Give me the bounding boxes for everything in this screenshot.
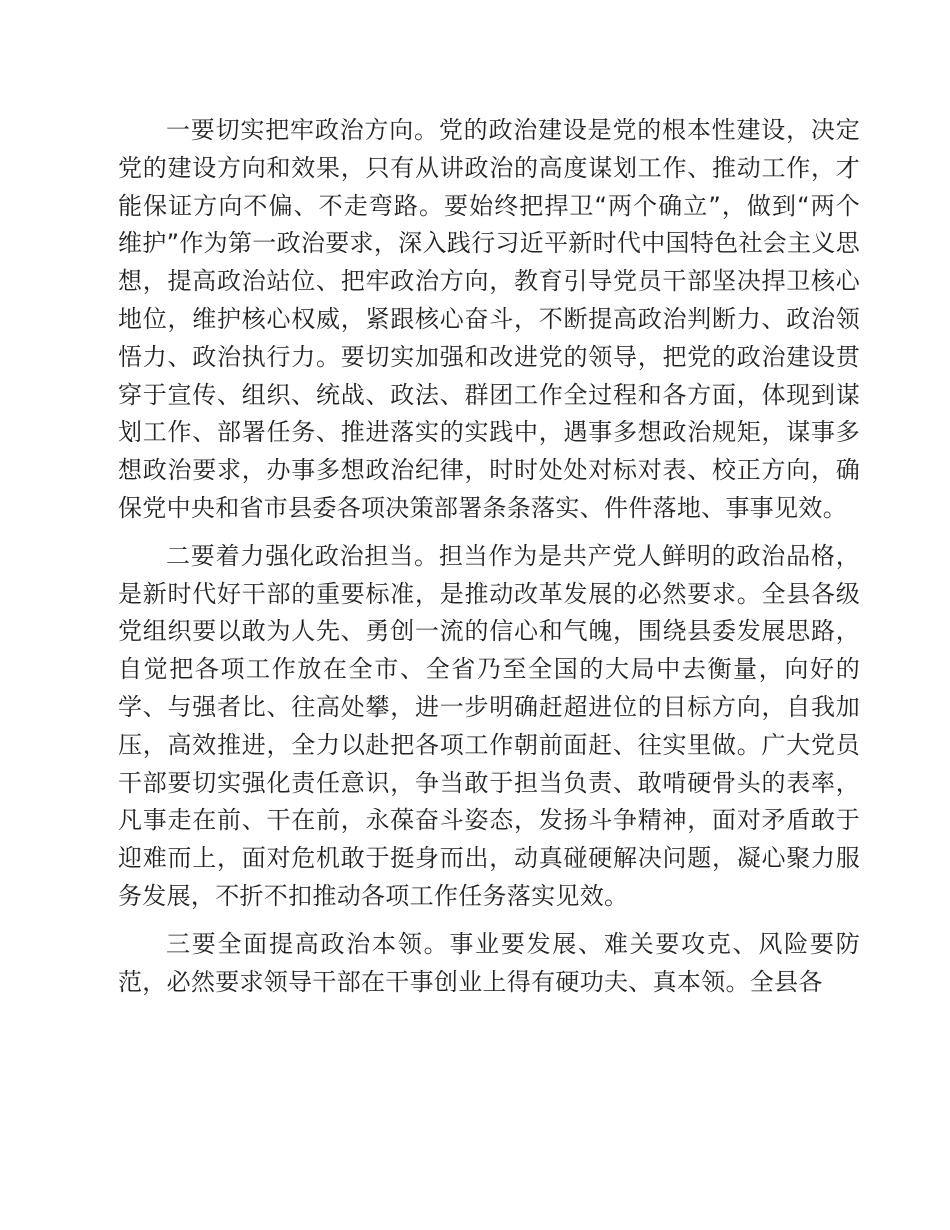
paragraph-political-ability: 三要全面提高政治本领。事业要发展、难关要攻克、风险要防范，必然要求领导干部在干事创业上得有硬功夫、真本领。全县各 xyxy=(118,929,860,996)
paragraph-political-responsibility: 二要着力强化政治担当。担当作为是共产党人鲜明的政治品格，是新时代好干部的重要标准，是推动改革发展的必然要求。全县各级党组织要以敢为人先、勇创一流的信心和气魄，围绕县委发展思路，自觉把各项工作放在全市、全省乃至全国的大局中去衡量，向好的学、与强者比、往高处攀，进一步明确赶超进位的目标方向，自我加压，高效推进，全力以赴把各项工作朝前面赶、往实里做。广大党员干部要切实强化责任意识，争当敢于担当负责、敢啃硬骨头的表率，凡事走在前、干在前，永葆奋斗姿态，发扬斗争精神，面对矛盾敢于迎难而上，面对危机敢于挺身而出，动真碰硬解决问题，凝心聚力服务发展，不折不扣推动各项工作任务落实见效。 xyxy=(118,541,860,910)
paragraph-political-direction: 一要切实把牢政治方向。党的政治建设是党的根本性建设，决定党的建设方向和效果，只有从讲政治的高度谋划工作、推动工作，才能保证方向不偏、不走弯路。要始终把捍卫“两个确立”，做到“两个维护”作为第一政治要求，深入践行习近平新时代中国特色社会主义思想，提高政治站位、把牢政治方向，教育引导党员干部坚决捍卫核心地位，维护核心权威，紧跟核心奋斗，不断提高政治判断力、政治领悟力、政治执行力。要切实加强和改进党的领导，把党的政治建设贯穿于宣传、组织、统战、政法、群团工作全过程和各方面，体现到谋划工作、部署任务、推进落实的实践中，遇事多想政治规矩，谋事多想政治要求，办事多想政治纪律，时时处处对标对表、校正方向，确保党中央和省市县委各项决策部署条条落实、件件落地、事事见效。 xyxy=(118,116,860,522)
document-body xyxy=(118,112,860,1011)
